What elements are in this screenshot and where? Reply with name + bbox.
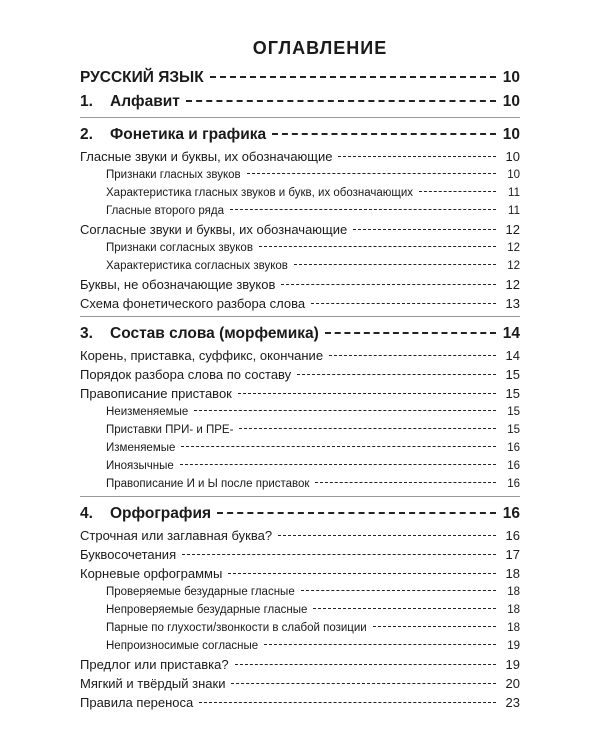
toc-entry-label <box>80 365 291 384</box>
section-title: Алфавит <box>110 93 180 110</box>
page-number: 16 <box>507 442 520 454</box>
dot-leader <box>230 209 496 210</box>
toc-subentry[interactable] <box>80 475 520 493</box>
dot-leader <box>186 100 496 102</box>
page-number: 18 <box>507 622 520 634</box>
page-number: 11 <box>508 205 520 217</box>
toc-entry[interactable] <box>80 346 520 365</box>
entry-text: Порядок разбора слова по составу <box>80 367 292 382</box>
dot-leader <box>194 410 496 411</box>
entry-text: Иноязычные <box>106 460 174 472</box>
entry-text: Правописание приставок <box>80 386 232 401</box>
dot-leader <box>315 482 496 483</box>
toc-entry-label <box>80 545 176 564</box>
page-number: 20 <box>505 676 520 691</box>
section-number: 4. <box>80 505 93 522</box>
dot-leader <box>329 355 496 356</box>
toc-entry-label <box>106 421 233 439</box>
dot-leader <box>259 246 496 247</box>
dot-leader <box>217 512 496 514</box>
entry-text: Признаки согласных звуков <box>106 242 253 254</box>
section-divider <box>80 117 520 118</box>
entry-text: Корень, приставка, суффикс, окончание <box>80 348 324 363</box>
dot-leader <box>311 303 496 304</box>
dot-leader <box>199 702 496 703</box>
toc-entry-label <box>106 184 413 202</box>
toc-subentry[interactable] <box>80 166 520 184</box>
dot-leader <box>247 173 496 174</box>
page-number: 15 <box>507 424 520 436</box>
dot-leader <box>353 229 496 230</box>
toc-subentry[interactable] <box>80 457 520 475</box>
toc-entry-label <box>80 384 232 403</box>
toc-entry-label <box>80 294 305 313</box>
page-number: 12 <box>507 260 520 272</box>
entry-text: Характеристика гласных звуков и букв, их обозначающих <box>106 187 414 199</box>
toc-subentry[interactable] <box>80 637 520 655</box>
dot-leader <box>228 573 496 574</box>
dot-leader <box>180 464 496 465</box>
dot-leader <box>210 76 496 78</box>
toc-subentry[interactable] <box>80 439 520 457</box>
entry-text: Непроизносимые согласные <box>106 640 259 652</box>
page-number: 14 <box>502 325 520 342</box>
toc-entry[interactable] <box>80 693 520 712</box>
toc-entry[interactable] <box>80 365 520 384</box>
section-title: Состав слова (морфемика) <box>110 325 319 342</box>
toc-subentry[interactable] <box>80 257 520 275</box>
toc-top-entry[interactable] <box>80 66 520 90</box>
toc-entry[interactable] <box>80 275 520 294</box>
page-number: 15 <box>507 406 520 418</box>
toc-entry-label <box>106 637 258 655</box>
dot-leader <box>281 284 496 285</box>
toc-entry-label <box>106 475 309 493</box>
toc-entry-label <box>106 202 224 220</box>
page-number: 18 <box>505 566 520 581</box>
section-divider <box>80 316 520 317</box>
toc-entry-label <box>80 123 266 147</box>
toc-entry[interactable] <box>80 655 520 674</box>
page-number: 19 <box>507 640 520 652</box>
page-number: 12 <box>505 277 520 292</box>
toc-entry-label <box>106 583 295 601</box>
dot-leader <box>264 644 496 645</box>
page-number: 10 <box>505 149 520 164</box>
toc-entry-label <box>106 257 288 275</box>
toc-entry-label <box>106 166 241 184</box>
dot-leader <box>235 664 496 665</box>
dot-leader <box>182 554 496 555</box>
entry-text: Характеристика согласных звуков <box>106 260 288 272</box>
toc-entry[interactable] <box>80 526 520 545</box>
entry-text: Гласные второго ряда <box>106 205 224 217</box>
toc-entry-label <box>80 90 180 114</box>
toc-entry-label <box>106 457 174 475</box>
toc-subentry[interactable] <box>80 421 520 439</box>
toc-entry[interactable] <box>80 674 520 693</box>
entry-text: Буквы, не обозначающие звуков <box>80 277 276 292</box>
entry-text: Парные по глухости/звонкости в слабой позиции <box>106 622 367 634</box>
toc-entry-label <box>80 147 332 166</box>
toc-entry-label <box>80 655 229 674</box>
dot-leader <box>325 332 496 334</box>
section-divider <box>80 496 520 497</box>
toc-entry-label <box>106 239 253 257</box>
page-number: 12 <box>507 242 520 254</box>
toc-section-morphemics[interactable] <box>80 322 520 346</box>
toc-entry-label <box>80 502 211 526</box>
page-number: 10 <box>502 126 520 143</box>
dot-leader <box>181 446 496 447</box>
page-number: 18 <box>507 604 520 616</box>
page-number: 16 <box>502 505 520 522</box>
toc-subentry[interactable] <box>80 583 520 601</box>
toc-entry-label <box>106 439 175 457</box>
dot-leader <box>419 191 496 192</box>
entry-text: Непроверяемые безударные гласные <box>106 604 308 616</box>
section-title: Орфография <box>110 505 212 522</box>
toc-entry[interactable] <box>80 294 520 313</box>
page-number: 16 <box>507 478 520 490</box>
toc-entry-label <box>80 220 347 239</box>
toc-subentry[interactable] <box>80 601 520 619</box>
page-number: 13 <box>505 296 520 311</box>
entry-text: Изменяемые <box>106 442 176 454</box>
toc-subentry[interactable] <box>80 619 520 637</box>
toc-subentry[interactable] <box>80 403 520 421</box>
entry-text: Согласные звуки и буквы, их обозначающие <box>80 222 348 237</box>
entry-text: Правописание И и Ы после приставок <box>106 478 310 490</box>
toc-entry-label <box>106 403 188 421</box>
toc-entry-label <box>80 322 319 346</box>
toc-entry-label <box>80 346 323 365</box>
entry-text: Признаки гласных звуков <box>106 169 241 181</box>
dot-leader <box>373 626 496 627</box>
entry-text: Строчная или заглавная буква? <box>80 528 273 543</box>
entry-text: Гласные звуки и буквы, их обозначающие <box>80 149 333 164</box>
toc-entry-label <box>80 693 193 712</box>
entry-text: Схема фонетического разбора слова <box>80 296 306 311</box>
page-number: 10 <box>507 169 520 181</box>
page-number: 14 <box>505 348 520 363</box>
page-number: 12 <box>505 222 520 237</box>
entry-text: Мягкий и твёрдый знаки <box>80 676 226 691</box>
toc-entry[interactable] <box>80 220 520 239</box>
toc-entry[interactable] <box>80 147 520 166</box>
toc-entry[interactable] <box>80 564 520 583</box>
entry-text: Проверяемые безударные гласные <box>106 586 295 598</box>
dot-leader <box>272 133 496 135</box>
toc-section-phonetics[interactable] <box>80 123 520 147</box>
toc-top-title: РУССКИЙ ЯЗЫК <box>80 69 204 86</box>
toc-entry-label <box>80 66 204 90</box>
toc-subentry[interactable] <box>80 239 520 257</box>
entry-text: Корневые орфограммы <box>80 566 223 581</box>
page-number: 15 <box>505 386 520 401</box>
toc-entry-label <box>106 619 367 637</box>
page-number: 17 <box>505 547 520 562</box>
toc-entry-label <box>80 275 275 294</box>
section-number: 3. <box>80 325 93 342</box>
page-number: 15 <box>505 367 520 382</box>
dot-leader <box>301 590 496 591</box>
toc-entry-label <box>80 564 222 583</box>
dot-leader <box>278 535 496 536</box>
page-number: 11 <box>508 187 520 199</box>
page-number: 16 <box>505 528 520 543</box>
toc-entry-label <box>80 526 272 545</box>
page-number: 18 <box>507 586 520 598</box>
toc-section-alphabet[interactable] <box>80 90 520 114</box>
table-of-contents <box>80 36 520 712</box>
toc-entry[interactable] <box>80 545 520 564</box>
dot-leader <box>239 428 496 429</box>
entry-text: Неизменяемые <box>106 406 189 418</box>
page-number: 10 <box>502 93 520 110</box>
entry-text: Буквосочетания <box>80 547 177 562</box>
page-title: ОГЛАВЛЕНИЕ <box>252 38 388 58</box>
entry-text: Приставки ПРИ- и ПРЕ- <box>106 424 234 436</box>
entry-text: Правила переноса <box>80 695 194 710</box>
entry-text: Предлог или приставка? <box>80 657 229 672</box>
toc-list <box>80 66 520 712</box>
section-number: 2. <box>80 126 93 143</box>
dot-leader <box>338 156 496 157</box>
toc-section-orthography[interactable] <box>80 502 520 526</box>
section-title: Фонетика и графика <box>110 126 267 143</box>
page-number: 16 <box>507 460 520 472</box>
toc-entry[interactable] <box>80 384 520 403</box>
toc-subentry[interactable] <box>80 202 520 220</box>
dot-leader <box>294 264 496 265</box>
page-number: 19 <box>505 657 520 672</box>
dot-leader <box>238 393 496 394</box>
toc-entry-label <box>106 601 307 619</box>
dot-leader <box>313 608 496 609</box>
page-number: 23 <box>505 695 520 710</box>
toc-entry-label <box>80 674 225 693</box>
toc-subentry[interactable] <box>80 184 520 202</box>
dot-leader <box>231 683 496 684</box>
section-number: 1. <box>80 93 93 110</box>
page-number: 10 <box>502 69 520 86</box>
dot-leader <box>297 374 496 375</box>
